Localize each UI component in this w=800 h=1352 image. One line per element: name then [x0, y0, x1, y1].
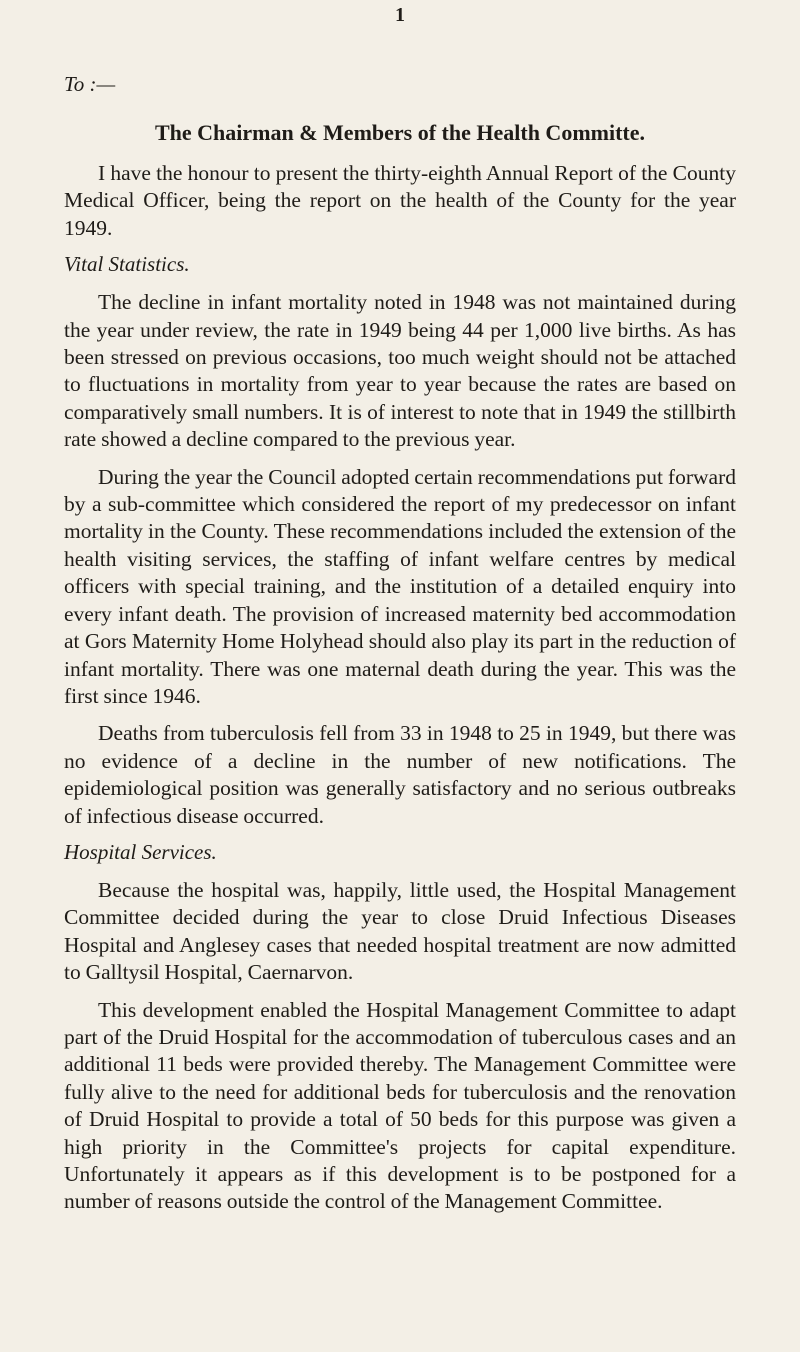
paragraph-recommendations: During the year the Council adopted certain recommendations put forward by a sub-committee which considered the report of my predecessor on infant mortality in the County. These recommendations included the extension of the health visiting services, the staffing of infant welfare centres by medical officers with special training, and the institution of a detailed enquiry into every infant death. The provision of increased maternity bed accommodation at Gors Maternity Home Holyhead should also play its part in the reduction of infant mortality. There was one maternal death during the year. This was the first since 1946.	[64, 464, 736, 708]
intro-paragraph: I have the honour to present the thirty-eighth Annual Report of the County Medical Officer, being the report on the health of the County for the year 1949.	[64, 161, 736, 240]
paragraph-tuberculosis: Deaths from tuberculosis fell from 33 in 1948 to 25 in 1949, but there was no evidence of a decline in the number of new notifications. The epidemiological position was generally satisfactory and no serious outbreaks of infectious disease occurred.	[64, 721, 736, 828]
addressee: To :—	[64, 72, 116, 96]
page-number: 1	[395, 4, 405, 26]
section-heading-hospital-services: Hospital Services.	[64, 839, 217, 864]
recipient-line: The Chairman & Members of the Health Committe.	[154, 120, 645, 145]
section-heading-vital-statistics: Vital Statistics.	[64, 252, 190, 277]
paragraph-druid-hospital-closure: Because the hospital was, happily, little used, the Hospital Management Committee decided during the year to close Druid Infectious Diseases Hospital and Anglesey cases that needed hospital treatment are now admitted to Galltysil Hospital, Caernarvon.	[64, 877, 736, 985]
report-body	[64, 160, 736, 1226]
paragraph-druid-hospital-development: This development enabled the Hospital Management Committee to adapt part of the Druid Hospital for the accommodation of tuberculous cases and an additional 11 beds were provided thereby. The Management Committee were fully alive to the need for additional beds for tuberculosis and the renovation of Druid Hospital to provide a total of 50 beds for this purpose was given a high priority in the Committee's projects for capital expenditure. Unfortunately it appears as if this development is to be postponed for a number of reasons outside the control of the Management Committee.	[64, 997, 736, 1214]
paragraph-infant-mortality: The decline in infant mortality noted in 1948 was not maintained during the year under review, the rate in 1949 being 44 per 1,000 live births. As has been stressed on previous occasions, too much weight should not be attached to fluctuations in mortality from year to year because the rates are based on comparatively small numbers. It is of interest to note that in 1949 the stillbirth rate showed a decline compared to the previous year.	[64, 290, 736, 452]
